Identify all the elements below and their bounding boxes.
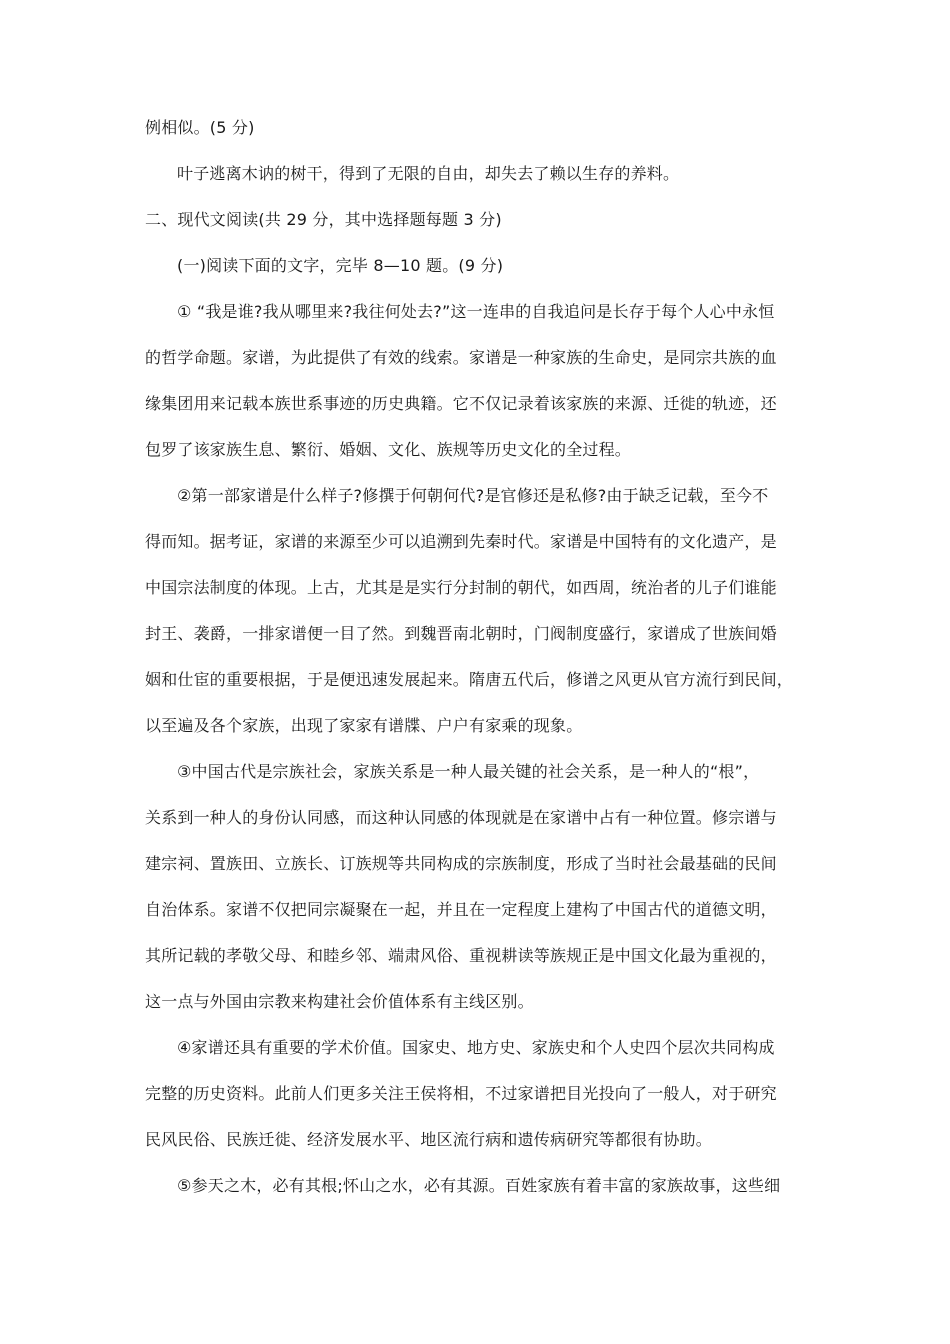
paragraph-4-line: 完整的历史资料。此前人们更多关注王侯将相，不过家谱把目光投向了一般人，对于研究 — [145, 1084, 777, 1103]
paragraph-1-line: ① “我是谁?我从哪里来?我往何处去?”这一连串的自我追问是长存于每个人心中永恒 — [177, 302, 775, 321]
paragraph-1-line: 的哲学命题。家谱，为此提供了有效的线索。家谱是一种家族的生命史，是同宗共族的血 — [145, 348, 777, 367]
paragraph-1-line: 包罗了该家族生息、繁衍、婚姻、文化、族规等历史文化的全过程。 — [145, 440, 632, 459]
paragraph-2-line: 姻和仕宦的重要根据，于是便迅速发展起来。隋唐五代后，修谱之风更从官方流行到民间， — [145, 670, 794, 689]
paragraph-3-line: ③中国古代是宗族社会，家族关系是一种人最关键的社会关系，是一种人的“根”， — [177, 762, 760, 781]
text-line: 例相似。(5 分) — [145, 118, 255, 137]
paragraph-4-line: 民风民俗、民族迁徙、经济发展水平、地区流行病和遗传病研究等都很有协助。 — [145, 1130, 713, 1149]
paragraph-5-line: ⑤参天之木，必有其根;怀山之水，必有其源。百姓家族有着丰富的家族故事，这些细 — [177, 1176, 781, 1195]
paragraph-2-line: 得而知。据考证，家谱的来源至少可以追溯到先秦时代。家谱是中国特有的文化遗产，是 — [145, 532, 777, 551]
paragraph-3-line: 其所记载的孝敬父母、和睦乡邻、端肃风俗、重视耕读等族规正是中国文化最为重视的， — [145, 946, 777, 965]
paragraph-2-line: 中国宗法制度的体现。上古，尤其是是实行分封制的朝代，如西周，统治者的儿子们谁能 — [145, 578, 777, 597]
paragraph-3-line: 自治体系。家谱不仅把同宗凝聚在一起，并且在一定程度上建构了中国古代的道德文明， — [145, 900, 777, 919]
paragraph-2-line: ②第一部家谱是什么样子?修撰于何朝何代?是官修还是私修?由于缺乏记载，至今不 — [177, 486, 769, 505]
paragraph-2-line: 以至遍及各个家族，出现了家家有谱牒、户户有家乘的现象。 — [145, 716, 583, 735]
subsection-heading: (一)阅读下面的文字，完毕 8—10 题。(9 分) — [177, 256, 504, 275]
section-heading: 二、现代文阅读(共 29 分，其中选择题每题 3 分) — [145, 210, 502, 229]
paragraph-1-line: 缘集团用来记载本族世系事迹的历史典籍。它不仅记录着该家族的来源、迁徙的轨迹，还 — [145, 394, 777, 413]
paragraph-3-line: 建宗祠、置族田、立族长、订族规等共同构成的宗族制度，形成了当时社会最基础的民间 — [145, 854, 777, 873]
paragraph-3-line: 这一点与外国由宗教来构建社会价值体系有主线区别。 — [145, 992, 534, 1011]
paragraph-2-line: 封王、袭爵，一排家谱便一目了然。到魏晋南北朝时，门阀制度盛行，家谱成了世族间婚 — [145, 624, 777, 643]
text-line: 叶子逃离木讷的树干，得到了无限的自由，却失去了赖以生存的养料。 — [177, 164, 680, 183]
paragraph-4-line: ④家谱还具有重要的学术价值。国家史、地方史、家族史和个人史四个层次共同构成 — [177, 1038, 775, 1057]
paragraph-3-line: 关系到一种人的身份认同感，而这种认同感的体现就是在家谱中占有一种位置。修宗谱与 — [145, 808, 777, 827]
